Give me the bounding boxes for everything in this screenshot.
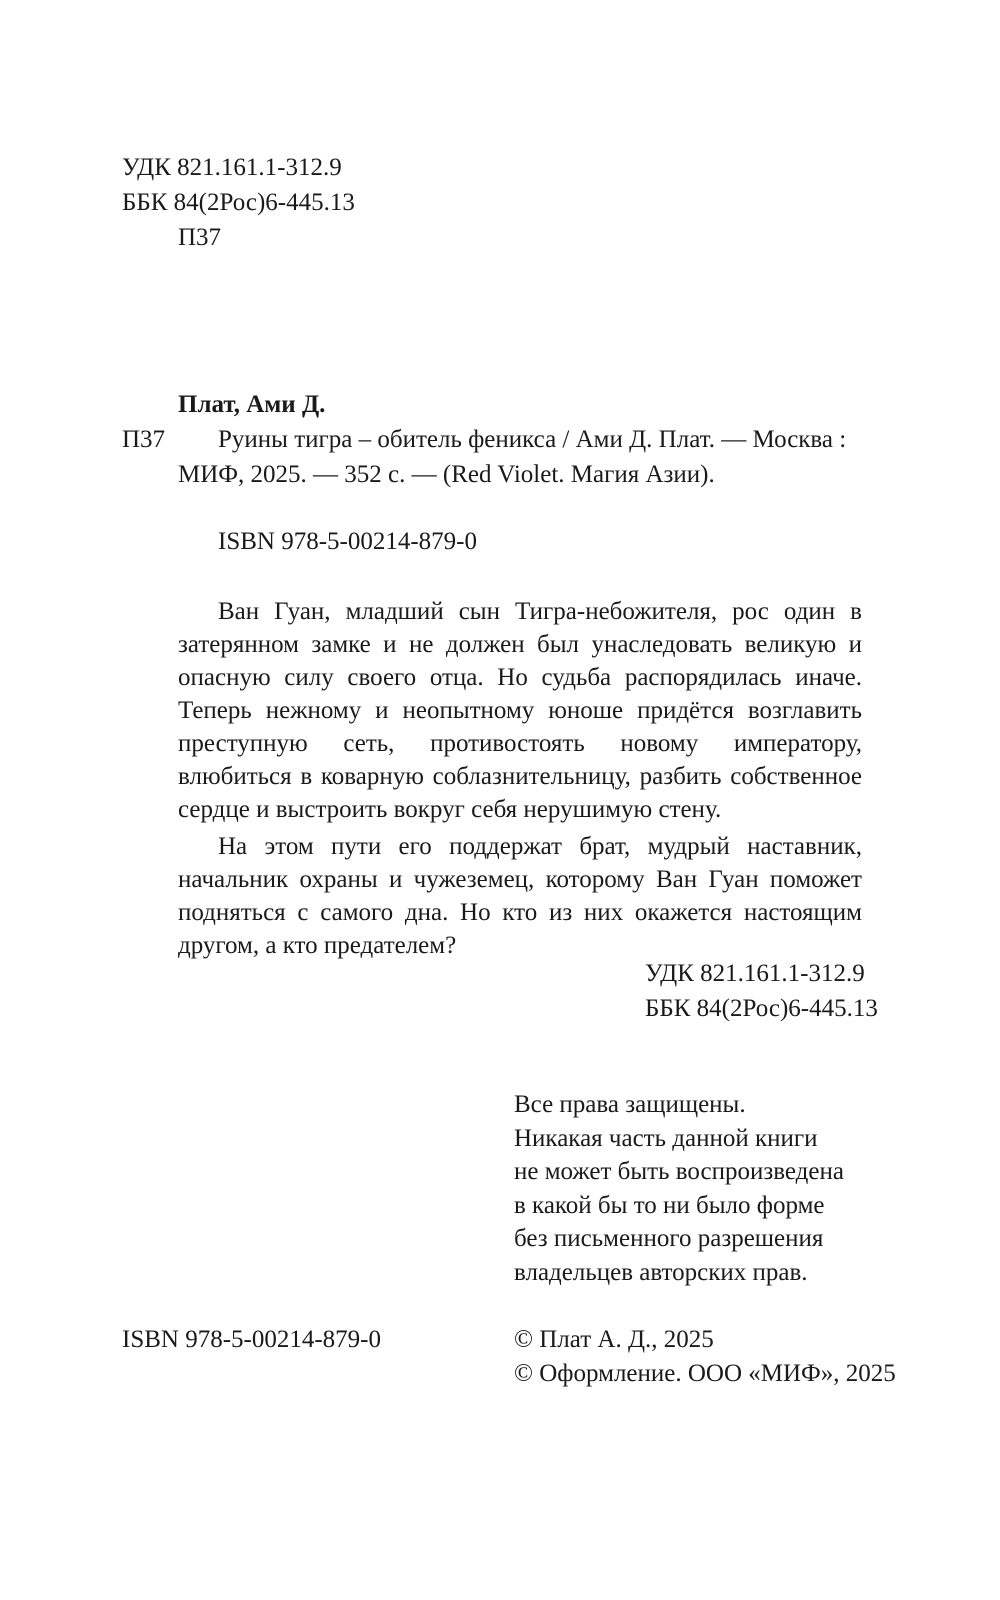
entry-isbn: ISBN 978-5-00214-879-0 — [218, 528, 478, 555]
copyright-design: © Оформление. ООО «МИФ», 2025 — [514, 1360, 896, 1387]
bibliographic-description-line-2: МИФ, 2025. — 352 с. — (Red Violet. Магия Азии). — [178, 461, 715, 488]
entry-author-code: П37 — [122, 426, 166, 453]
rights-line: владельцев авторских прав. — [514, 1258, 808, 1286]
rights-notice — [514, 1088, 844, 1289]
classification-udc: УДК 821.161.1-312.9 — [645, 960, 865, 987]
author-code: П37 — [178, 224, 222, 251]
rights-line: не может быть воспроизведена — [514, 1158, 844, 1185]
annotation-paragraph: На этом пути его поддержат брат, мудрый наставник, начальник охраны и чужеземец, которому Ван Гуан поможет подняться с самого дна. Но кто из них окажется настоящим другом, а кто предателем? — [178, 833, 862, 959]
rights-line: без письменного разрешения — [514, 1225, 824, 1252]
bbk-code: ББК 84(2Рос)6-445.13 — [122, 189, 355, 216]
rights-line: Все права защищены. — [514, 1091, 746, 1118]
bibliographic-description-line-1: Руины тигра – обитель феникса / Ами Д. Плат. — Москва : — [218, 426, 847, 453]
copyright-author: © Плат А. Д., 2025 — [514, 1326, 714, 1353]
annotation — [178, 595, 862, 966]
classification-bbk: ББК 84(2Рос)6-445.13 — [645, 995, 878, 1022]
rights-line: Никакая часть данной книги — [514, 1124, 818, 1152]
rights-line: в какой бы то ни было форме — [514, 1191, 825, 1219]
author-name: Плат, Ами Д. — [178, 391, 326, 418]
annotation-paragraph: Ван Гуан, младший сын Тигра-небожителя, рос один в затерянном замке и не должен был унаследовать великую и опасную силу своего отца. Но судьба распорядилась иначе. Теперь нежному и неопытному юноше придётся возглавить преступную сеть, противостоять новому императору, влюбиться в коварную соблазнительницу, разбить собственное сердце и выстроить вокруг себя нерушимую стену. — [178, 598, 862, 823]
footer-isbn: ISBN 978-5-00214-879-0 — [122, 1326, 382, 1353]
udc-code: УДК 821.161.1-312.9 — [122, 154, 342, 181]
